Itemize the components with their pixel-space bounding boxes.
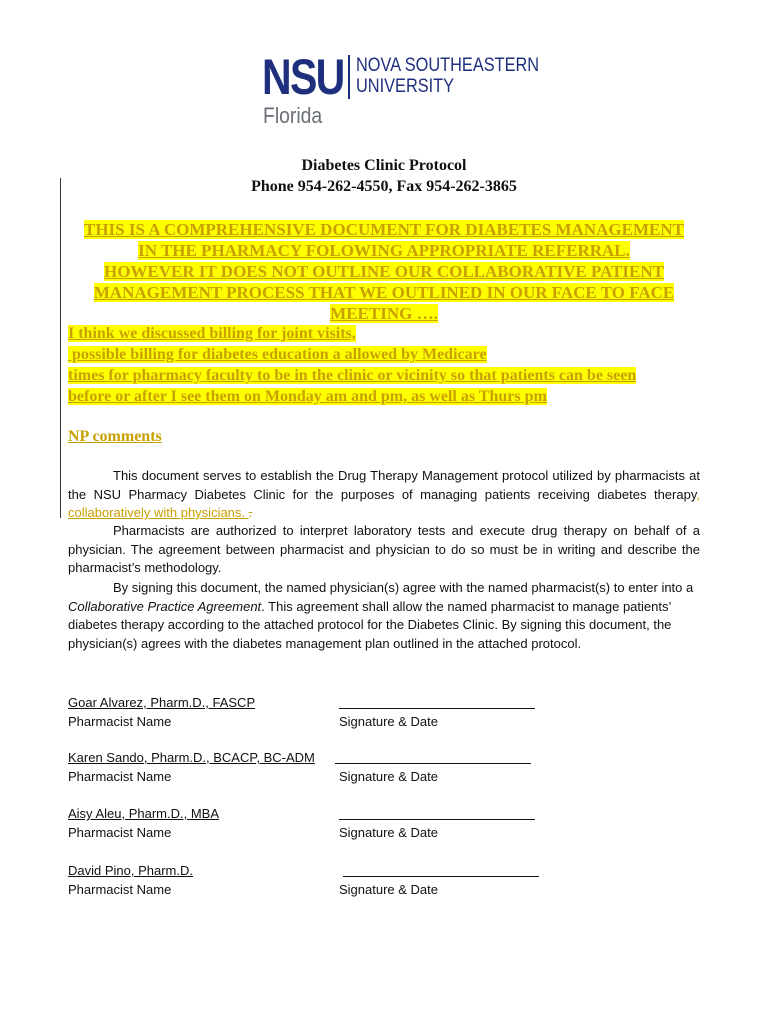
note-line: possible billing for diabetes education a allowed by Medicare <box>68 346 487 363</box>
logo-name-line2: UNIVERSITY <box>356 76 455 97</box>
signature-date-label: Signature & Date <box>339 882 439 897</box>
notice-line: MANAGEMENT PROCESS THAT WE OUTLINED IN OUR FACE TO FACE <box>93 283 675 302</box>
nsu-logo <box>262 49 540 130</box>
highlight-items <box>68 323 708 407</box>
logo-subtitle: Florida <box>263 103 323 128</box>
paragraph-2: Pharmacists are authorized to interpret laboratory tests and execute drug therapy on behalf of a physician. The agreement between pharmacist and physician to do so must be in writing and describe the pharmacist’s methodology. <box>68 523 700 575</box>
contact-line: Phone 954-262-4550, Fax 954-262-3865 <box>251 178 517 195</box>
highlight-notice <box>64 219 704 324</box>
note-line: I think we discussed billing for joint visits, <box>68 325 356 342</box>
signature-line[interactable] <box>339 708 535 709</box>
paragraph-3-post: . This agreement shall allow the named pharmacist to manage patients’ diabetes therapy according to the attached protocol for the Diabetes Clinic. By signing this document, the physician(s) agrees with the diabetes management plan outlined in the attached protocol. <box>68 598 672 651</box>
signature-date-label: Signature & Date <box>339 714 439 729</box>
pharmacist-name-label: Pharmacist Name <box>68 714 172 729</box>
pharmacist-name: Karen Sando, Pharm.D., BCACP, BC-ADM <box>68 750 315 765</box>
note-line: before or after I see them on Monday am and pm, as well as Thurs pm <box>68 388 547 405</box>
logo-divider <box>348 55 350 99</box>
logo-mark: NSU <box>262 49 344 105</box>
notice-line: MEETING …. <box>330 304 438 323</box>
pharmacist-name-label: Pharmacist Name <box>68 882 172 897</box>
paragraph-3 <box>68 579 700 653</box>
np-comments-heading: NP comments <box>68 428 162 445</box>
pharmacist-name-label: Pharmacist Name <box>68 825 172 840</box>
logo-name-line1: NOVA SOUTHEASTERN <box>356 55 540 76</box>
signature-line[interactable] <box>343 876 539 877</box>
revision-bar <box>60 178 61 518</box>
inserted-text: , collaboratively with physicians. <box>68 486 700 520</box>
notice-line: HOWEVER IT DOES NOT OUTLINE OUR COLLABORATIVE PATIENT <box>103 262 664 281</box>
paragraph-3-italic: Collaborative Practice Agreement <box>68 598 262 614</box>
notice-line: THIS IS A COMPREHENSIVE DOCUMENT FOR DIABETES MANAGEMENT <box>84 220 684 239</box>
pharmacist-name: Goar Alvarez, Pharm.D., FASCP <box>68 695 256 710</box>
signature-line[interactable] <box>339 819 535 820</box>
signature-line[interactable] <box>335 763 531 764</box>
pharmacist-name: David Pino, Pharm.D. <box>68 863 193 878</box>
paragraph-3-pre: By signing this document, the named physician(s) agree with the named pharmacist(s) to enter into a <box>113 580 694 595</box>
pharmacist-name: Aisy Aleu, Pharm.D., MBA <box>68 806 219 821</box>
note-line: times for pharmacy faculty to be in the clinic or vicinity so that patients can be seen <box>68 367 637 384</box>
signature-date-label: Signature & Date <box>339 825 439 840</box>
paragraph-1 <box>68 467 700 523</box>
paragraph-1-text: This document serves to establish the Drug Therapy Management protocol utilized by pharmacists at the NSU Pharmacy Diabetes Clinic for the purposes of managing patients receiving diabetes therapy <box>68 468 700 502</box>
document-title: Diabetes Clinic Protocol <box>301 157 467 174</box>
signature-date-label: Signature & Date <box>339 769 439 784</box>
inserted-tail: . <box>248 505 253 520</box>
notice-line: IN THE PHARMACY FOLOWING APPROPRIATE REFERRAL. <box>138 241 630 260</box>
pharmacist-name-label: Pharmacist Name <box>68 769 172 784</box>
